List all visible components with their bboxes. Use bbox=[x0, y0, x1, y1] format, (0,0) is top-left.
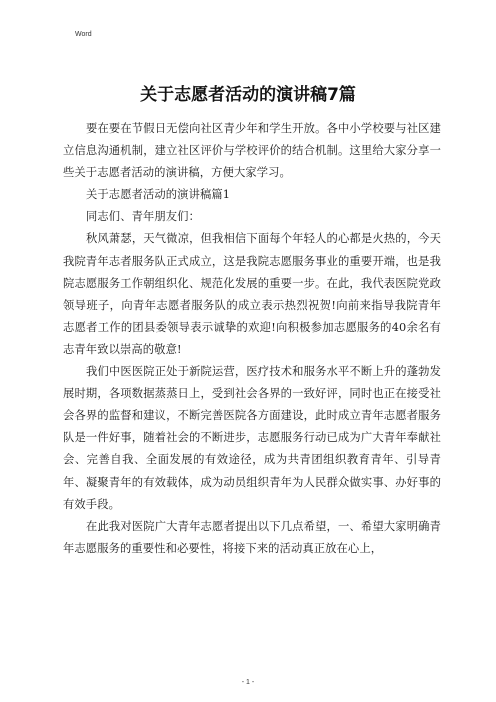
paragraph-speech-heading: 关于志愿者活动的演讲稿篇1 bbox=[86, 188, 231, 202]
paragraph-intro: 要在要在节假日无偿向社区青少年和学生开放。各中小学校要与社区建立信息沟通机制，建立社区评价与学校评价的结合机制。这里给大家分享一些关于志愿者活动的演讲稿，方便大家学习。 bbox=[63, 122, 441, 180]
paragraph-hopes: 在此我对医院广大青年志愿者提出以下几点希望，一、希望大家明确青年志愿服务的重要性和必要性，将接下来的活动真正放在心上， bbox=[63, 519, 441, 555]
paragraph-hospital: 我们中医医院正处于新院运营，医疗技术和服务水平不断上升的蓬勃发展时期，各项数据蒸蒸日上，受到社会各界的一致好评，同时也正在接受社会各界的监督和建议，不断完善医院各方面建设，此时成立青年志愿者服务队是一件好事，随着社会的不断进步，志愿服务行动已成为广大青年奉献社会、完善自我、全面发展的有效途径，成为共青团组织教育青年、引导青年、凝聚青年的有效载体，成为动员组织青年为人民群众做实事、办好事的有效手段。 bbox=[63, 365, 441, 511]
document-title: 关于志愿者活动的演讲稿7篇 bbox=[140, 85, 356, 105]
paragraph-salutation: 同志们、青年朋友们： bbox=[86, 210, 200, 224]
paragraph-opening: 秋风萧瑟，天气微凉，但我相信下面每个年轻人的心都是火热的，今天我院青年志者服务队正式成立，这是我院志愿服务事业的重要开端，也是我院志愿服务工作朝组织化、规范化发展的重要一步。在此，我代表医院党政领导班子，向青年志愿者服务队的成立表示热烈祝贺!向前来指导我院青年志愿者工作的团县委领导表示诚挚的欢迎!向积极参加志愿服务的40余名有志青年致以崇高的敬意! bbox=[63, 232, 441, 356]
document-body bbox=[63, 118, 441, 560]
header-app-label: Word bbox=[75, 31, 92, 38]
page-number: - 1 - bbox=[241, 679, 255, 686]
